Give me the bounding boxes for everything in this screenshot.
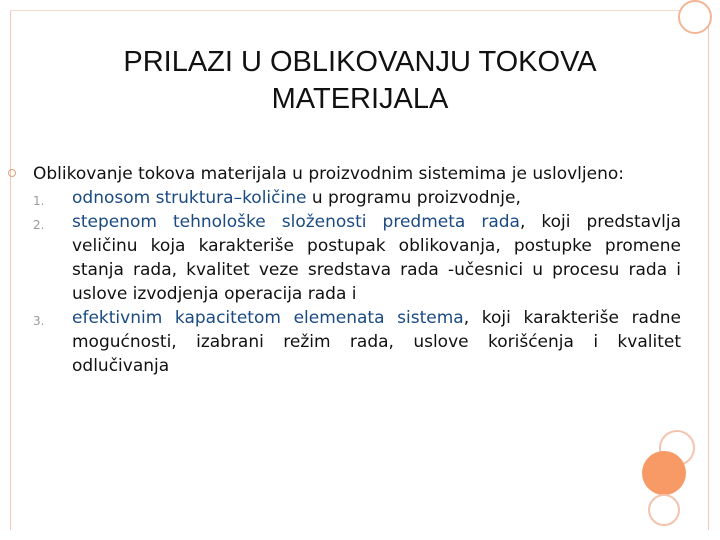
- bullet-icon: [8, 169, 16, 177]
- slide-title-line-2: MATERIJALA: [271, 83, 449, 115]
- list-item: [33, 186, 681, 210]
- list-item-highlight: efektivnim kapacitetom elemenata sistema: [72, 308, 464, 328]
- numbered-list: [33, 186, 681, 378]
- decorative-ring-bottom: [648, 494, 680, 526]
- list-item-text: , koji predstavlja veličinu koja karakteriše postupak oblikovanja, postupke promene stanja rada, kvalitet veze sredstava rada -učesnici u procesu rada i uslove izvodjenja operacija rada i: [72, 212, 681, 304]
- list-item: [33, 210, 681, 306]
- list-item-text: , koji karakteriše radne mogućnosti, izabrani režim rada, uslove korišćenja i kvalitet odlučivanja: [72, 308, 682, 376]
- list-item: [33, 306, 681, 378]
- slide-title: [40, 44, 680, 118]
- list-item-highlight: odnosom struktura–količine: [72, 188, 307, 208]
- slide-body: [33, 162, 681, 378]
- slide-title-line-1: PRILAZI U OBLIKOVANJU TOKOVA: [123, 46, 597, 78]
- list-item-number: 1.: [33, 194, 45, 208]
- decorative-dot: [642, 451, 686, 495]
- decorative-ring-top: [678, 0, 712, 34]
- list-item-highlight: stepenom tehnološke složenosti predmeta rada: [72, 212, 520, 232]
- list-item-text: u programu proizvodnje,: [306, 188, 521, 208]
- intro-paragraph: Oblikovanje tokova materijala u proizvodnim sistemima je uslovljeno:: [33, 164, 624, 184]
- list-item-number: 2.: [33, 218, 45, 232]
- list-item-number: 3.: [33, 314, 45, 328]
